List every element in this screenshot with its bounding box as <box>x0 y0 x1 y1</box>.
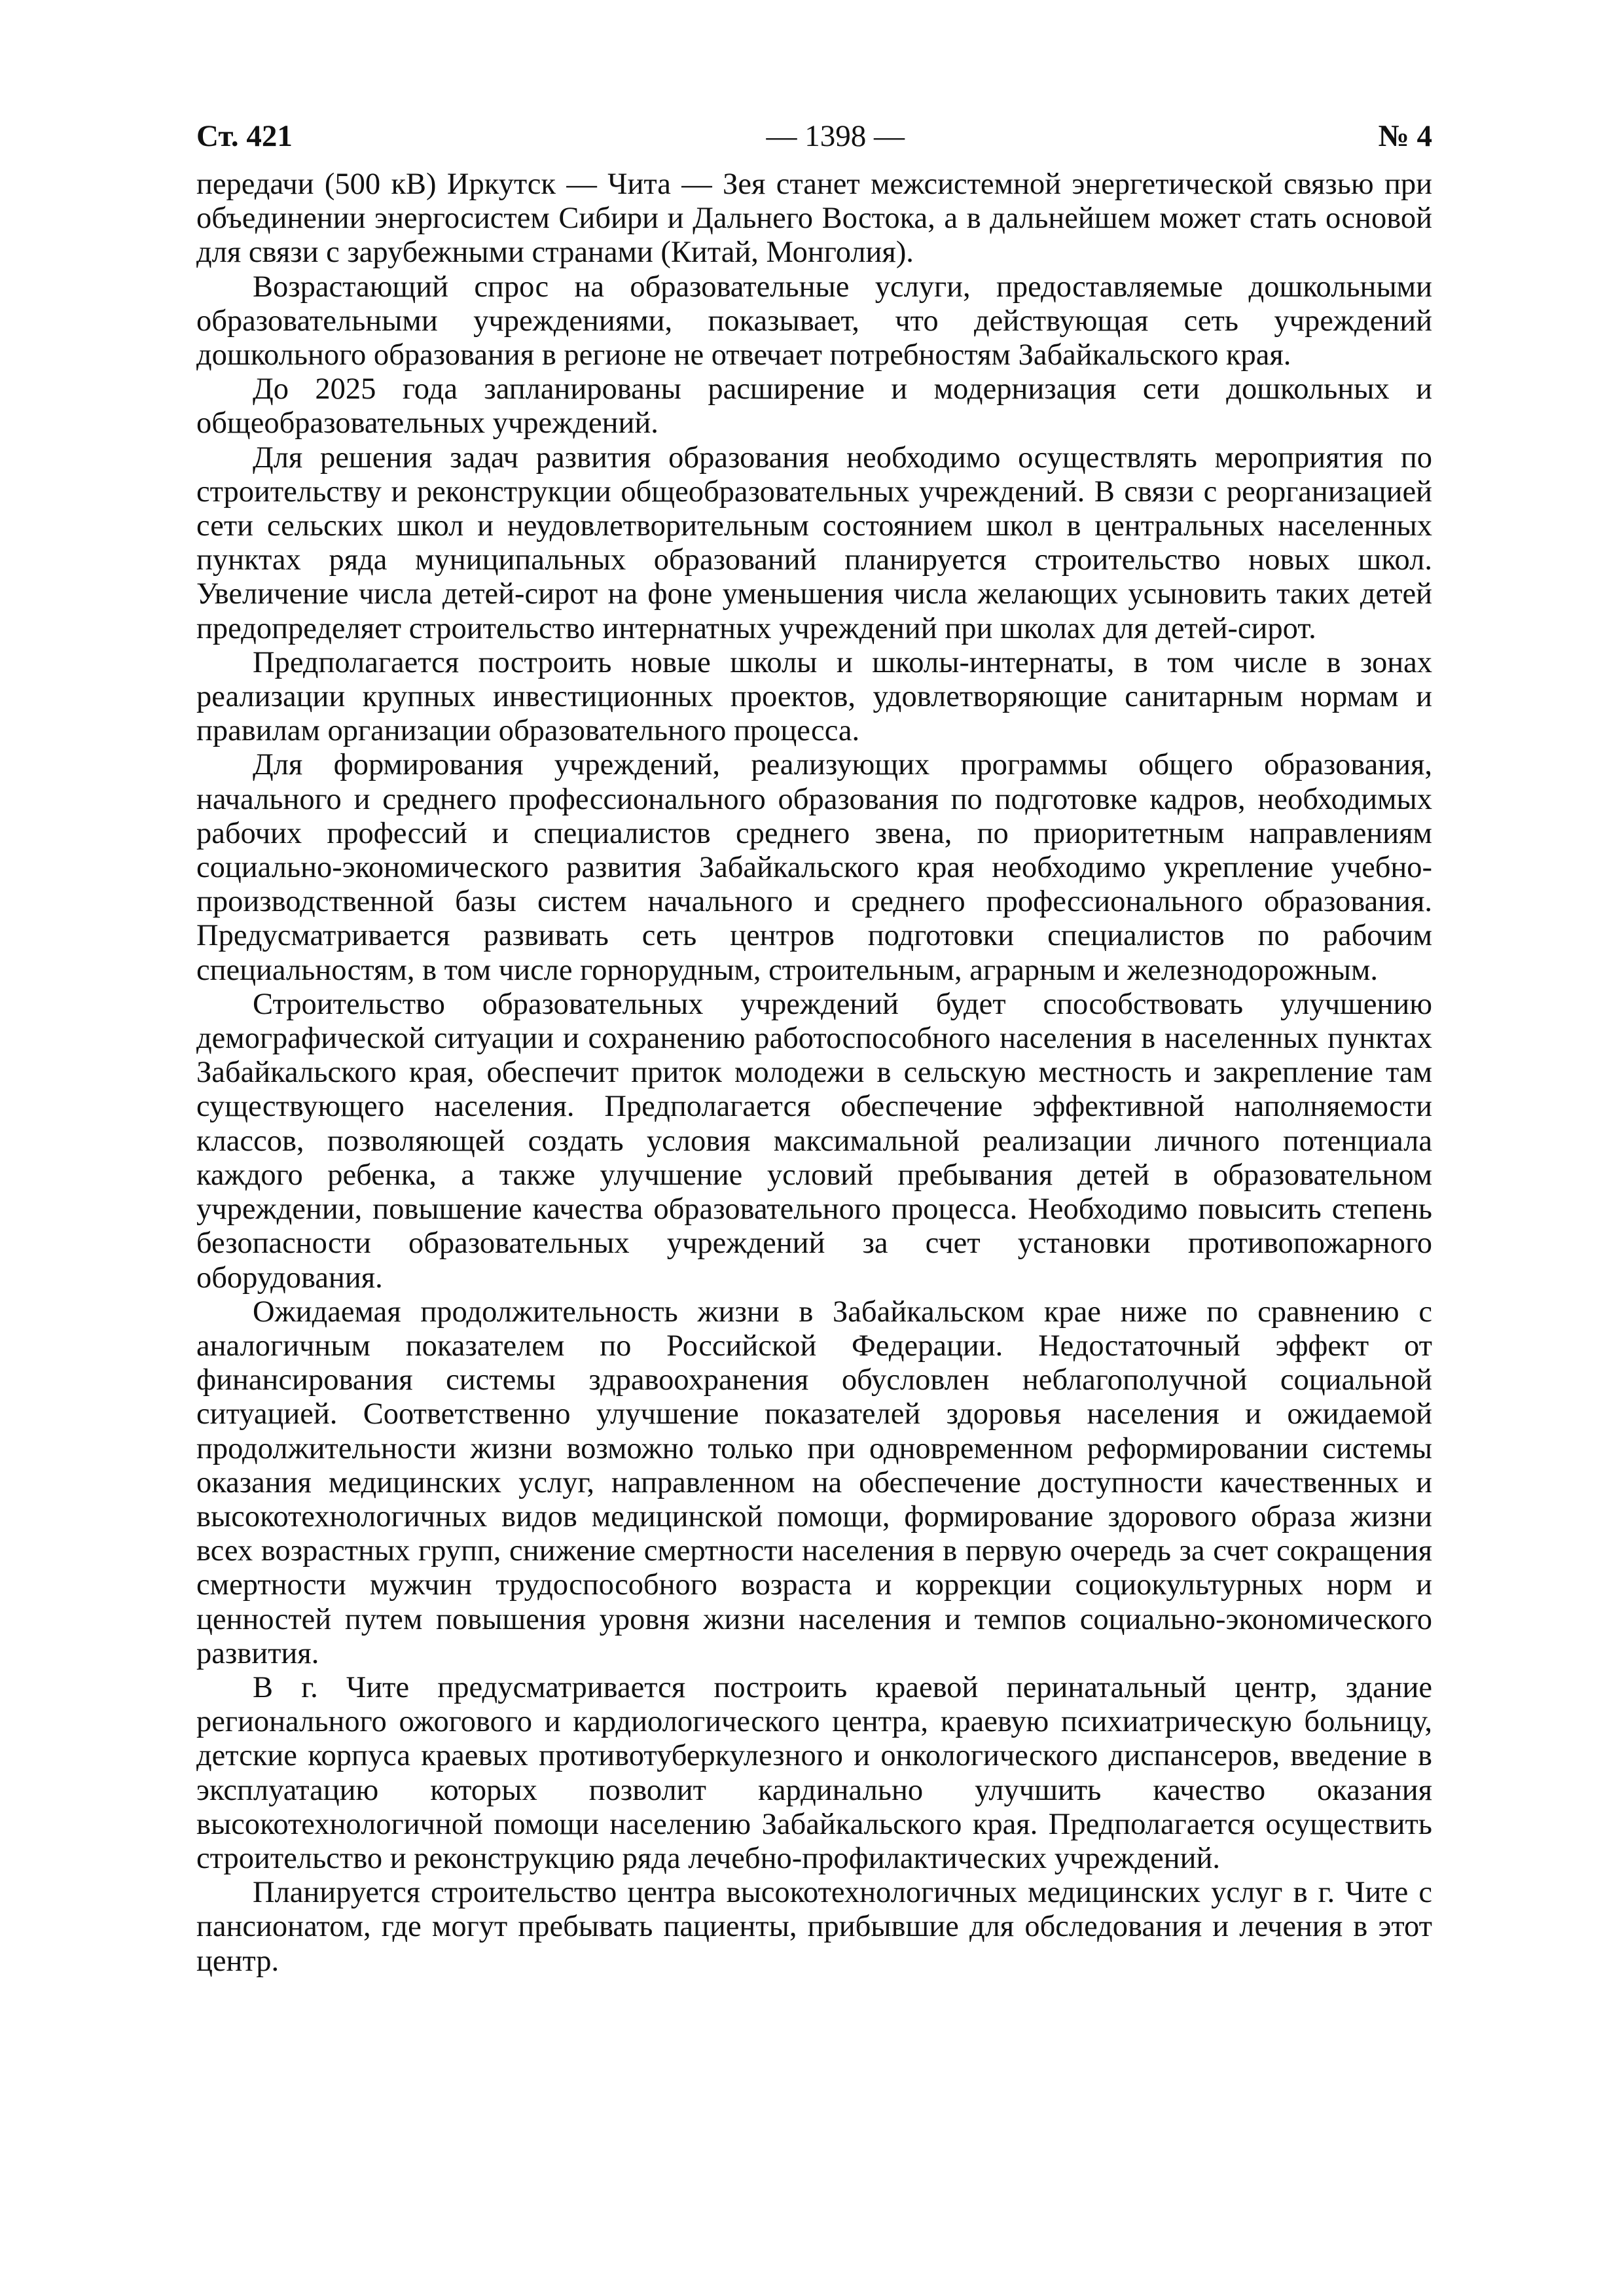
paragraph: Возрастающий спрос на образовательные услуги, предоставляемые дошкольными образовательными учреждениями, показывает, что действующая сеть учреждений дошкольного образования в регионе не отвечает потребностям Забайкальского края. <box>196 270 1432 372</box>
paragraph-continued: передачи (500 кВ) Иркутск — Чита — Зея станет межсистемной энергетической связью при объединении энергосистем Сибири и Дальнего Востока, а в дальнейшем может стать основой для связи с зарубежными странами (Китай, Монголия). <box>196 168 1432 270</box>
article-number: Ст. 421 <box>196 119 293 153</box>
paragraph: Для решения задач развития образования необходимо осуществлять мероприятия по строительству и реконструкции общеобразовательных учреждений. В связи с реорганизацией сети сельских школ и неудовлетворительным состоянием школ в центральных населенных пунктах ряда муниципальных образований планируется строительство новых школ. Увеличение числа детей-сирот на фоне уменьшения числа желающих усыновить таких детей предопределяет строительство интернатных учреждений при школах для детей-сирот. <box>196 440 1432 645</box>
paragraph: Для формирования учреждений, реализующих программы общего образования, начального и среднего профессионального образования по подготовке кадров, необходимых рабочих профессий и специалистов среднего звена, по приоритетным направлениям социально-экономического развития Забайкальского края необходимо укрепление учебно-производственной базы систем начального и среднего профессионального образования. Предусматривается развивать сеть центров подготовки специалистов по рабочим специальностям, в том числе горнорудным, строительным, аграрным и железнодорожным. <box>196 748 1432 987</box>
page-number: — 1398 — <box>766 119 905 153</box>
issue-number: № 4 <box>1378 119 1432 153</box>
body-text <box>196 168 1432 1979</box>
document-page <box>196 117 1432 1979</box>
paragraph: Строительство образовательных учреждений будет способствовать улучшению демографической ситуации и сохранению работоспособного населения в населенных пунктах Забайкальского края, обеспечит приток молодежи в сельскую местность и закрепление там существующего населения. Предполагается обеспечение эффективной наполняемости классов, позволяющей создать условия максимальной реализации личного потенциала каждого ребенка, а также улучшение условий пребывания детей в образовательном учреждении, повышение качества образовательного процесса. Необходимо повысить степень безопасности образовательных учреждений за счет установки противопожарного оборудования. <box>196 987 1432 1295</box>
paragraph: До 2025 года запланированы расширение и модернизация сети дошкольных и общеобразовательных учреждений. <box>196 372 1432 440</box>
paragraph: Планируется строительство центра высокотехнологичных медицинских услуг в г. Чите с пансионатом, где могут пребывать пациенты, прибывшие для обследования и лечения в этот центр. <box>196 1876 1432 1978</box>
paragraph: Предполагается построить новые школы и школы-интернаты, в том числе в зонах реализации крупных инвестиционных проектов, удовлетворяющие санитарным нормам и правилам организации образовательного процесса. <box>196 645 1432 748</box>
paragraph: В г. Чите предусматривается построить краевой перинатальный центр, здание регионального ожогового и кардиологического центра, краевую психиатрическую больницу, детские корпуса краевых противотуберкулезного и онкологического диспансеров, введение в эксплуатацию которых позволит кардинально улучшить качество оказания высокотехнологичной помощи населению Забайкальского края. Предполагается осуществить строительство и реконструкцию ряда лечебно-профилактических учреждений. <box>196 1670 1432 1875</box>
paragraph: Ожидаемая продолжительность жизни в Забайкальском крае ниже по сравнению с аналогичным показателем по Российской Федерации. Недостаточный эффект от финансирования системы здравоохранения обусловлен неблагополучной социальной ситуацией. Соответственно улучшение показателей здоровья населения и ожидаемой продолжительности жизни возможно только при одновременном реформировании системы оказания медицинских услуг, направленном на обеспечение доступности качественных и высокотехнологичных видов медицинской помощи, формирование здорового образа жизни всех возрастных групп, снижение смертности населения в первую очередь за счет сокращения смертности мужчин трудоспособного возраста и коррекции социокультурных норм и ценностей путем повышения уровня жизни населения и темпов социально-экономического развития. <box>196 1295 1432 1670</box>
page-header <box>196 117 1432 156</box>
